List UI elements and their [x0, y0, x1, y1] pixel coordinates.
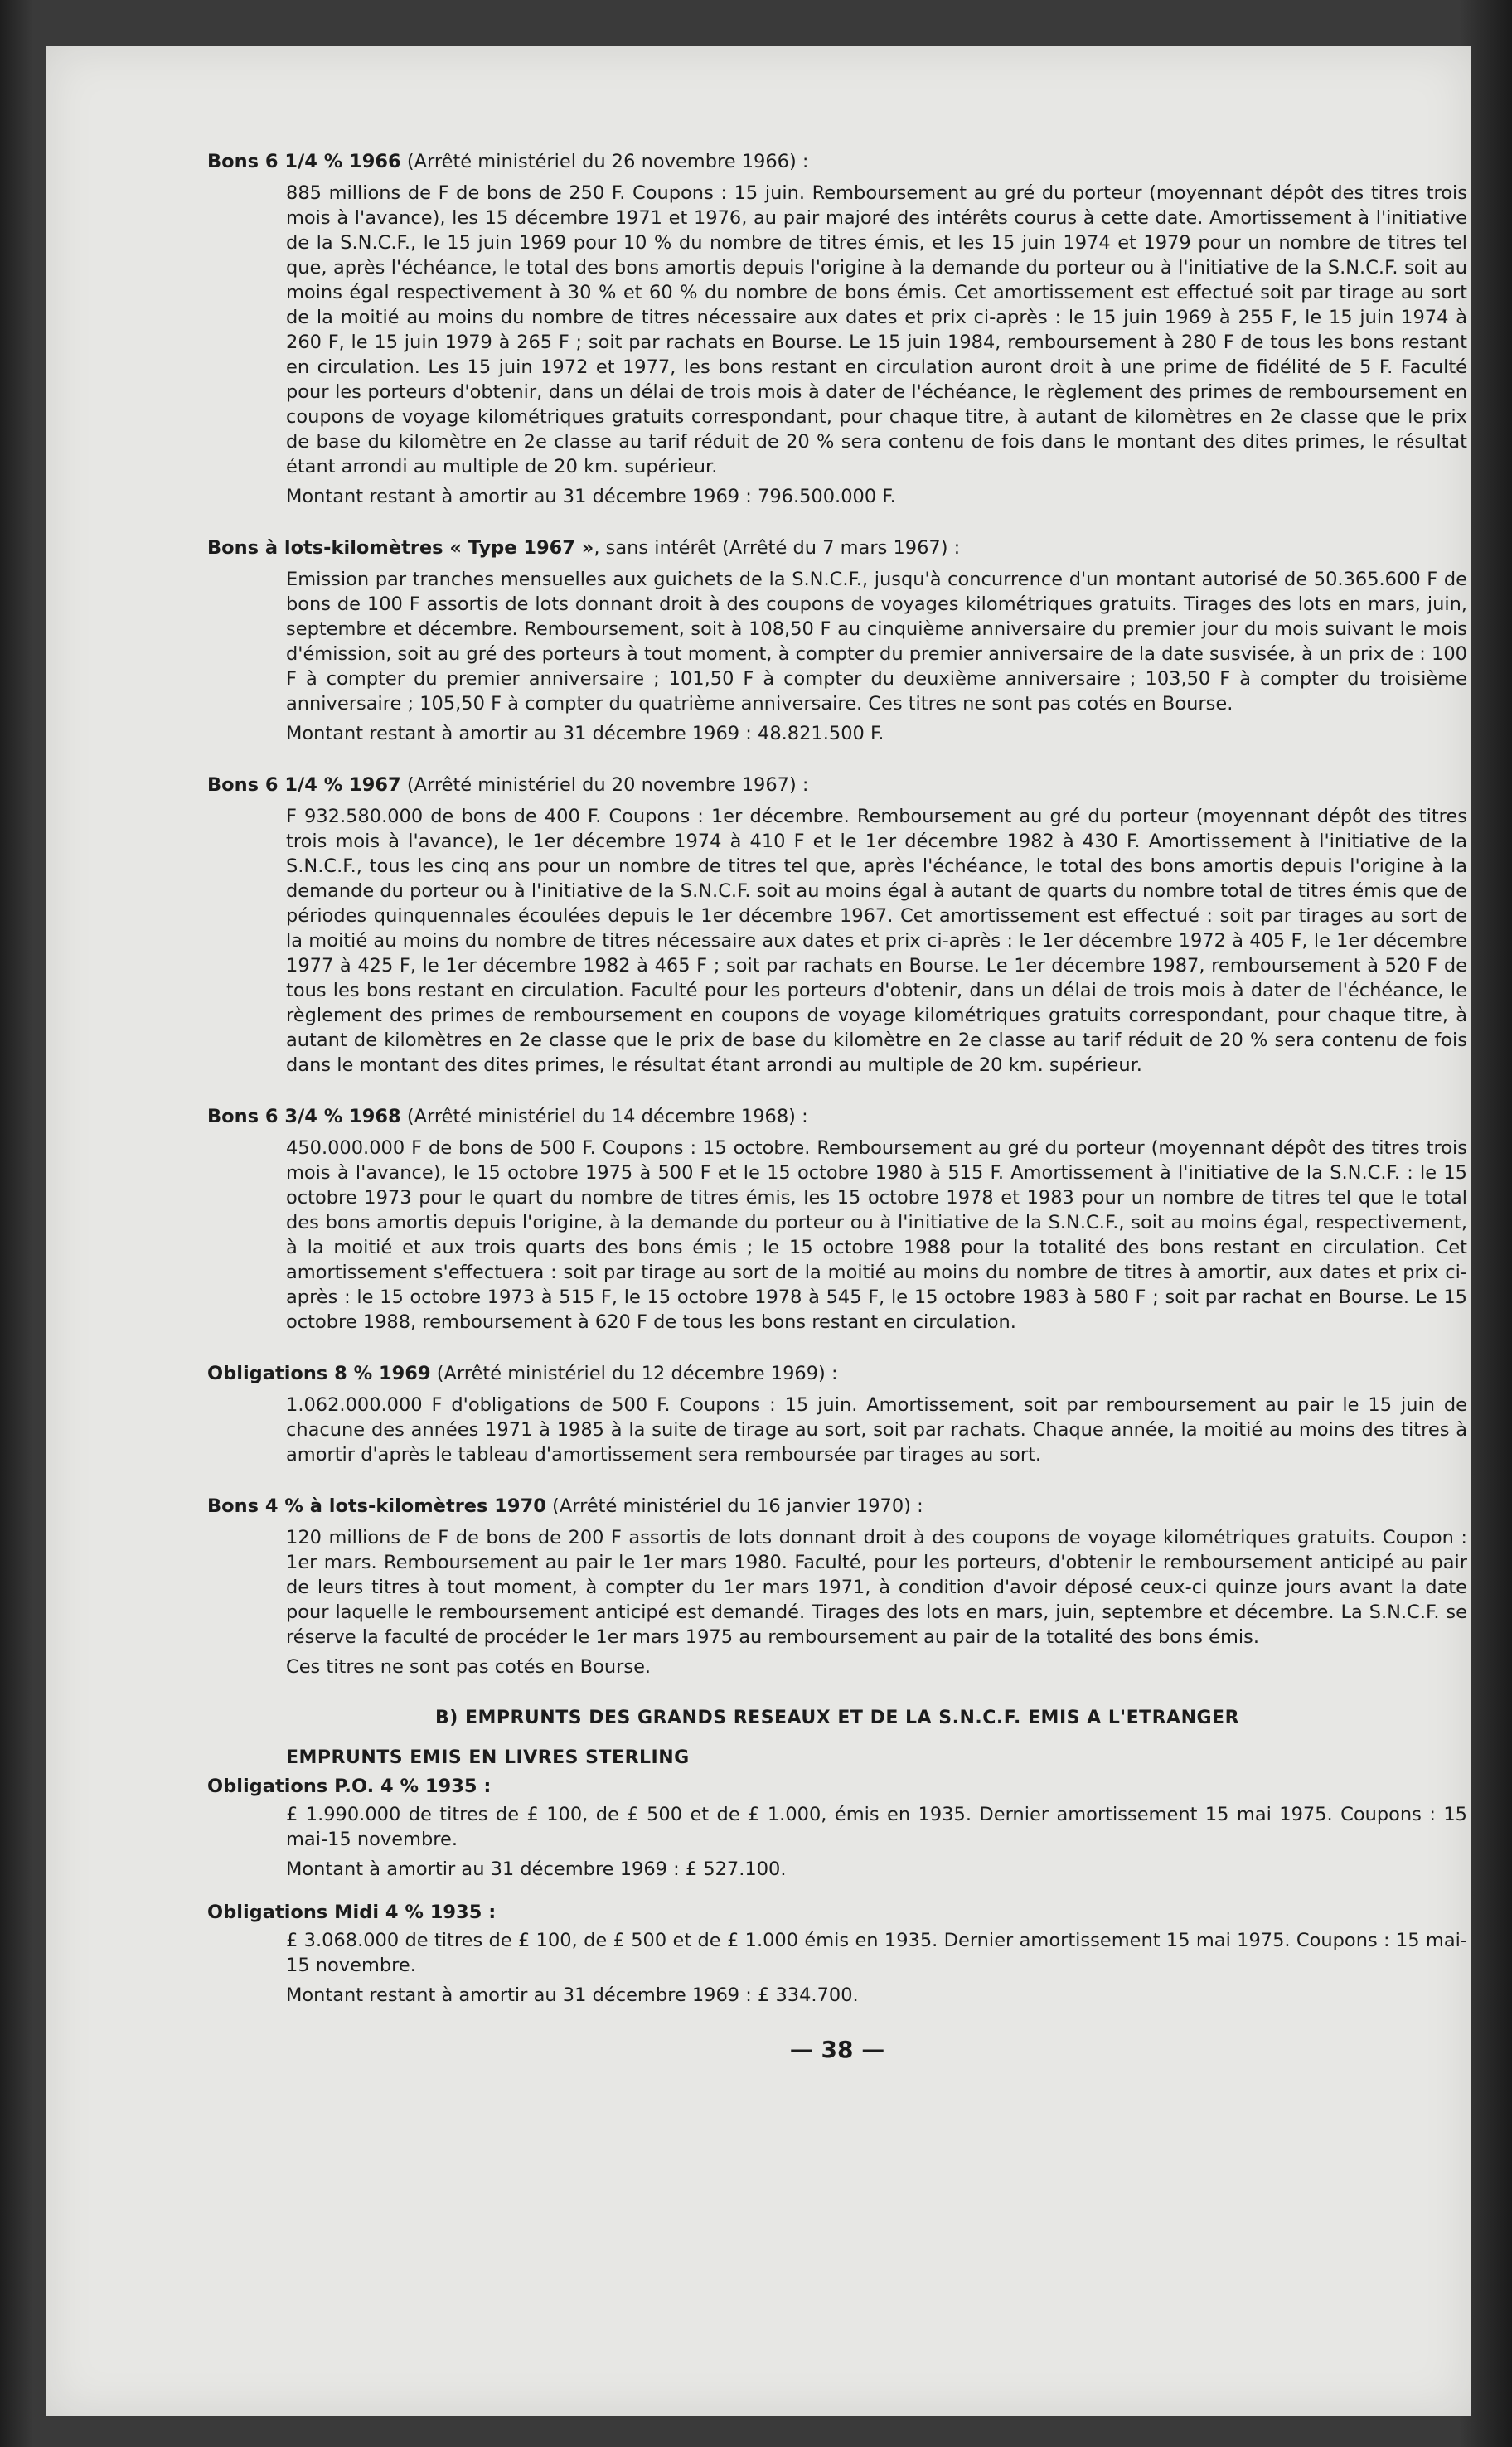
- entry-remaining-amount: Montant à amortir au 31 décembre 1969 : £ 527.100.: [286, 1858, 787, 1880]
- entry-bons-1968: [207, 1104, 1467, 1335]
- entry-reference: , sans intérêt (Arrêté du 7 mars 1967) :: [594, 537, 961, 559]
- entry-title: Bons 6 1/4 % 1966: [207, 151, 401, 172]
- entry-text: £ 1.990.000 de titres de £ 100, de £ 500 et de £ 1.000, émis en 1935. Dernier amortissement 15 mai 1975. Coupons : 15 mai-15 novembre.: [286, 1804, 1467, 1850]
- section-heading: B) EMPRUNTS DES GRANDS RESEAUX ET DE LA S.N.C.F. EMIS A L'ETRANGER: [434, 1708, 1240, 1728]
- entry-heading: [207, 773, 1467, 797]
- entry-text: 885 millions de F de bons de 250 F. Coupons : 15 juin. Remboursement au gré du porteur (moyennant dépôt des titres trois mois à l'avance), les 15 décembre 1971 et 1976, au pair majoré des intérêts courus à cette date. Amortissement à l'initiative de la S.N.C.F., le 15 juin 1969 pour 10 % du nombre de titres émis, et les 15 juin 1974 et 1979 pour un nombre de titres tel que, après l'échéance, le total des bons amortis depuis l'origine à la demande du porteur ou à l'initiative de la S.N.C.F. soit au moins égal respectivement à 30 % et 60 % du nombre de bons émis. Cet amortissement est effectué soit par tirage au sort de la moitié au moins du nombre de titres nécessaire aux dates et prix ci-après : le 15 juin 1969 à 255 F, le 15 juin 1974 à 260 F, le 15 juin 1979 à 265 F ; soit par rachats en Bourse. Le 15 juin 1984, remboursement à 280 F de tous les bons restant en circulation. Les 15 juin 1972 et 1977, les bons restant en circulation auront droit à une prime de fidélité de 5 F. Faculté pour les porteurs d'obtenir, dans un délai de trois mois à dater de l'échéance, le règlement des primes de remboursement en coupons de voyage kilométriques gratuits correspondant, pour chaque titre, à autant de kilomètres en 2e classe que le prix de base du kilomètre en 2e classe au tarif réduit de 20 % sera contenu de fois dans le montant des dites primes, le résultat étant arrondi au multiple de 20 km. supérieur.: [286, 182, 1467, 477]
- entry-title: Obligations 8 % 1969: [207, 1363, 431, 1384]
- entry-remaining-amount: Montant restant à amortir au 31 décembre 1969 : 48.821.500 F.: [286, 723, 884, 744]
- entry-remaining-amount: Montant restant à amortir au 31 décembre 1969 : £ 334.700.: [286, 1984, 859, 2006]
- entry-heading: [207, 1494, 1467, 1519]
- entry-text-block: [207, 804, 1467, 1078]
- entry-title: Bons 6 1/4 % 1967: [207, 774, 401, 796]
- entry-text-block: [207, 1393, 1467, 1467]
- entry-text: F 932.580.000 de bons de 400 F. Coupons : 1er décembre. Remboursement au gré du porteur (moyennant dépôt des titres trois mois à l'avance), le 1er décembre 1974 à 410 F et le 1er décembre 1982 à 430 F. Amortissement à l'initiative de la S.N.C.F., tous les cinq ans pour un nombre de titres tel que, après l'échéance, le total des bons amortis depuis l'origine à la demande du porteur ou à l'initiative de la S.N.C.F. soit au moins égal à autant de quarts du nombre total de titres émis que de périodes quinquennales écoulées depuis le 1er décembre 1967. Cet amortissement est effectué : soit par tirages au sort de la moitié au moins du nombre de titres nécessaire aux dates et prix ci-après : le 1er décembre 1972 à 405 F, le 1er décembre 1977 à 425 F, le 1er décembre 1982 à 465 F ; soit par rachats en Bourse. Le 1er décembre 1987, remboursement à 520 F de tous les bons restant en circulation. Faculté pour les porteurs d'obtenir, dans un délai de trois mois à dater de l'échéance, le règlement des primes de remboursement en coupons de voyage kilométriques gratuits correspondant, pour chaque titre, à autant de kilomètres en 2e classe que le prix de base du kilomètre en 2e classe au tarif réduit de 20 % sera contenu de fois dans le montant des dites primes, le résultat étant arrondi au multiple de 20 km. supérieur.: [286, 806, 1467, 1076]
- entry-text: 450.000.000 F de bons de 500 F. Coupons : 15 octobre. Remboursement au gré du porteur (moyennant dépôt des titres trois mois à l'avance), le 15 octobre 1975 à 500 F et le 15 octobre 1980 à 515 F. Amortissement à l'initiative de la S.N.C.F. : le 15 octobre 1973 pour le quart du nombre de titres émis, les 15 octobre 1978 et 1983 pour un nombre de titres tel que le total des bons amortis depuis l'origine, à la demande du porteur ou à l'initiative de la S.N.C.F., soit au moins égal, respectivement, à la moitié et aux trois quarts des bons émis ; le 15 octobre 1988 pour la totalité des bons restant en circulation. Cet amortissement s'effectuera : soit par tirage au sort de la moitié au moins du nombre de titres à amortir, aux dates et prix ci-après : le 15 octobre 1973 à 515 F, le 15 octobre 1978 à 545 F, le 15 octobre 1983 à 580 F ; soit par rachat en Bourse. Le 15 octobre 1988, remboursement à 620 F de tous les bons restant en circulation.: [286, 1137, 1467, 1333]
- entry-heading: [207, 1774, 1467, 1799]
- entry-bons-1966: [207, 149, 1467, 509]
- entry-bons-lots-1967: [207, 535, 1467, 746]
- entry-reference: (Arrêté ministériel du 20 novembre 1967) :: [400, 774, 809, 796]
- entry-title: Obligations Midi 4 % 1935 :: [207, 1902, 497, 1923]
- entry-heading: [207, 1104, 1467, 1129]
- entry-title: Bons 4 % à lots-kilomètres 1970: [207, 1495, 546, 1517]
- entry-text-block: [207, 567, 1467, 746]
- entry-reference: (Arrêté ministériel du 26 novembre 1966) :: [400, 151, 809, 172]
- entry-text-block: [207, 1928, 1467, 2008]
- entry-heading: [207, 1361, 1467, 1386]
- section-subheading: EMPRUNTS EMIS EN LIVRES STERLING: [286, 1747, 690, 1768]
- entry-reference: (Arrêté ministériel du 12 décembre 1969) :: [430, 1363, 838, 1384]
- entry-reference: (Arrêté ministériel du 16 janvier 1970) :: [545, 1495, 923, 1517]
- entry-title: Bons 6 3/4 % 1968: [207, 1106, 401, 1127]
- entry-bons-lots-1970: [207, 1494, 1467, 1679]
- entry-obligations-po-1935: [207, 1774, 1467, 1882]
- document-body: [207, 149, 1467, 2062]
- entry-text-block: [207, 1802, 1467, 1882]
- entry-text-block: [207, 1136, 1467, 1335]
- entry-text-block: [207, 181, 1467, 509]
- entry-title: Obligations P.O. 4 % 1935 :: [207, 1776, 492, 1797]
- entry-text: £ 3.068.000 de titres de £ 100, de £ 500 et de £ 1.000 émis en 1935. Dernier amortissement 15 mai 1975. Coupons : 15 mai-15 novembre.: [286, 1930, 1467, 1976]
- entry-note: Ces titres ne sont pas cotés en Bourse.: [286, 1656, 652, 1678]
- entry-title: Bons à lots-kilomètres « Type 1967 »: [207, 537, 594, 559]
- entry-obligations-midi-1935: [207, 1900, 1467, 2008]
- entry-text: 120 millions de F de bons de 200 F assortis de lots donnant droit à des coupons de voyage kilométriques gratuits. Coupon : 1er mars. Remboursement au pair le 1er mars 1980. Faculté, pour les porteurs, d'obtenir le remboursement anticipé au pair de leurs titres à tout moment, à compter du 1er mars 1971, à condition d'avoir déposé ceux-ci quinze jours avant la date pour laquelle le remboursement anticipé est demandé. Tirages des lots en mars, juin, septembre et décembre. La S.N.C.F. se réserve la faculté de procéder le 1er mars 1975 au remboursement au pair de la totalité des bons émis.: [286, 1527, 1467, 1648]
- entry-text: 1.062.000.000 F d'obligations de 500 F. Coupons : 15 juin. Amortissement, soit par remboursement au pair le 15 juin de chacune des années 1971 à 1985 à la suite de tirage au sort, soit par rachats. Chaque année, la moitié au moins des titres à amortir d'après le tableau d'amortissement sera remboursée par tirages au sort.: [286, 1394, 1467, 1466]
- entry-remaining-amount: Montant restant à amortir au 31 décembre 1969 : 796.500.000 F.: [286, 486, 896, 507]
- entry-heading: [207, 1900, 1467, 1925]
- entry-reference: (Arrêté ministériel du 14 décembre 1968) :: [400, 1106, 808, 1127]
- entry-text: Emission par tranches mensuelles aux guichets de la S.N.C.F., jusqu'à concurrence d'un montant autorisé de 50.365.600 F de bons de 100 F assortis de lots donnant droit à des coupons de voyages kilométriques gratuits. Tirages des lots en mars, juin, septembre et décembre. Remboursement, soit à 108,50 F au cinquième anniversaire du premier jour du mois suivant le mois d'émission, soit au gré des porteurs à tout moment, à compter du premier anniversaire de la date susvisée, à un prix de : 100 F à compter du premier anniversaire ; 101,50 F à compter du deuxième anniversaire ; 103,50 F à compter du troisième anniversaire ; 105,50 F à compter du quatrième anniversaire. Ces titres ne sont pas cotés en Bourse.: [286, 569, 1467, 715]
- entry-text-block: [207, 1525, 1467, 1679]
- entry-heading: [207, 149, 1467, 174]
- entry-heading: [207, 535, 1467, 560]
- entry-bons-1967: [207, 773, 1467, 1078]
- entry-obligations-1969: [207, 1361, 1467, 1467]
- page-number: — 38 —: [789, 2036, 885, 2063]
